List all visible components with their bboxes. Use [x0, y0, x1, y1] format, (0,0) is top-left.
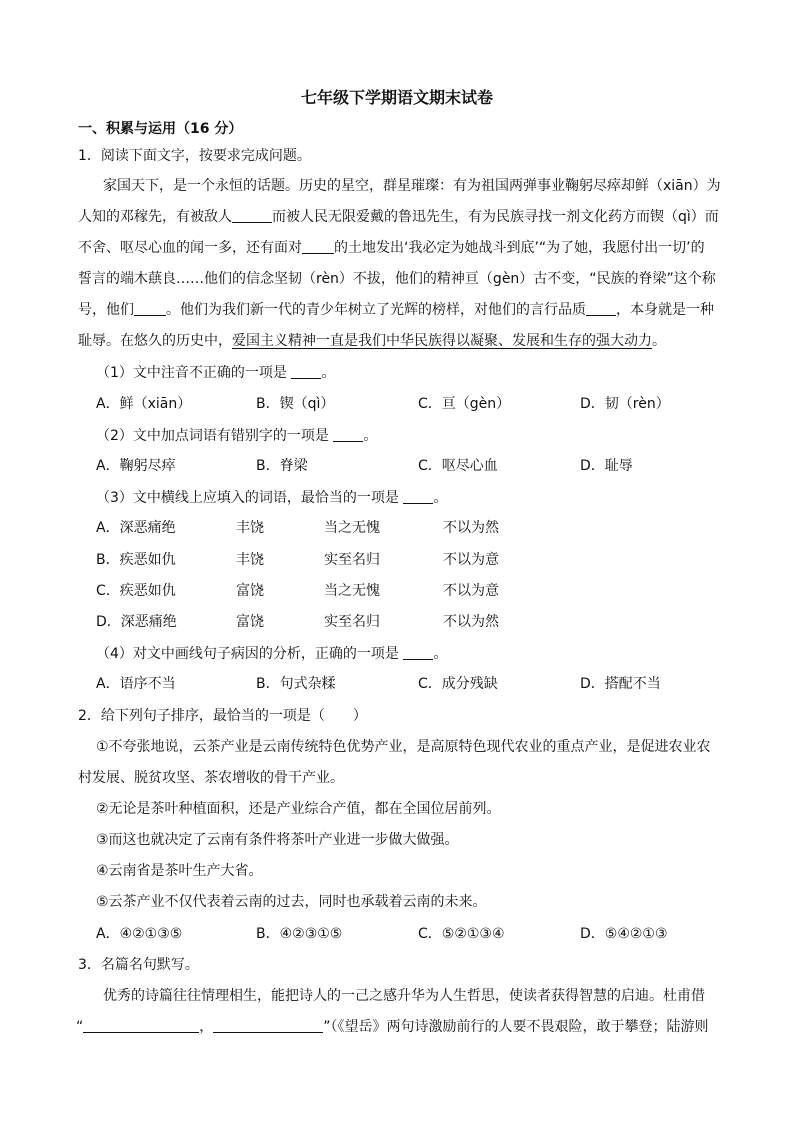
option-word-2: 富饶: [236, 614, 264, 630]
answer-blank-2[interactable]: [333, 427, 363, 442]
sentence-1-line-2: 村发展、脱贫攻坚、茶农增收的骨干产业。: [78, 770, 344, 786]
option-d[interactable]: D．韧（rèn）: [580, 396, 670, 412]
option-b[interactable]: B．句式杂糅: [256, 676, 336, 692]
option-b[interactable]: B．④②③①⑤: [256, 926, 343, 942]
option-b[interactable]: B．锲（qì）: [256, 396, 335, 412]
answer-blank-3[interactable]: [403, 489, 433, 504]
option-d[interactable]: D．搭配不当: [580, 676, 661, 692]
passage-line-3: 不舍、呕尽心血的闻一多，还有面对 的土地发出‘我必定为她战斗到底’“为了她，我愿付出一切’的: [78, 240, 705, 256]
option-word-2: 丰饶: [236, 520, 264, 536]
option-c[interactable]: C．呕尽心血: [418, 458, 498, 474]
sentence-4: ④云南省是茶叶生产大省。: [96, 863, 263, 879]
fill-blank-1[interactable]: [232, 208, 272, 223]
option-word-3: 当之无愧: [324, 520, 380, 536]
answer-blank-4[interactable]: [403, 645, 433, 660]
option-word-1: B．疾恶如仇: [96, 552, 176, 568]
option-word-4: 不以为意: [443, 552, 499, 568]
subquestion-3: （3）文中横线上应填入的词语，最恰当的一项是 。: [96, 490, 448, 506]
passage-line-5: 号，他们 。他们为我们新一代的青少年树立了光辉的榜样，对他们的言行品质 ，本身就是一种: [78, 302, 714, 318]
underlined-sentence: 爱国主义精神一直是我们中华民族得以凝聚、发展和生存的强大动力: [232, 333, 652, 349]
poem-blank-2[interactable]: [213, 1018, 323, 1033]
subquestion-4: （4）对文中画线句子病因的分析，正确的一项是 。: [96, 646, 448, 662]
option-word-4: 不以为意: [443, 583, 499, 599]
answer-blank-1[interactable]: [291, 364, 321, 379]
fill-blank-2[interactable]: [302, 239, 334, 254]
sentence-2: ②无论是茶叶种植面积，还是产业综合产值，都在全国位居前列。: [96, 801, 501, 817]
option-word-3: 实至名归: [324, 614, 380, 630]
option-a[interactable]: A．语序不当: [96, 676, 176, 692]
passage-line-2: 人知的邓稼先，有被敌人 而被人民无限爱戴的鲁迅先生，有为民族寻找一剂文化药方而锲（qì）而: [78, 209, 719, 225]
option-a[interactable]: A．鞠躬尽瘁: [96, 458, 176, 474]
sentence-5: ⑤云茶产业不仅代表着云南的过去，同时也承载着云南的未来。: [96, 894, 487, 910]
option-a[interactable]: A．鲜（xiān）: [96, 396, 192, 412]
question-2-prompt: 2．给下列句子排序，最恰当的一项是（ ）: [78, 708, 367, 724]
option-word-2: 富饶: [236, 583, 264, 599]
q3-passage-line-1: 优秀的诗篇往往情理相生，能把诗人的一己之感升华为人生哲思，使读者获得智慧的启迪。杜甫借: [103, 988, 705, 1004]
q3-passage-line-2: “ ， ”（《望岳》两句诗激励前行的人要不畏艰险，敢于攀登；陆游则: [76, 1019, 709, 1035]
subquestion-2: （2）文中加点词语有错别字的一项是 。: [96, 428, 378, 444]
section-heading: 一、积累与运用（16 分）: [78, 121, 243, 137]
fill-blank-3[interactable]: [134, 301, 166, 316]
option-c[interactable]: C．⑤②①③④: [418, 926, 505, 942]
option-c[interactable]: C．亘（gèn）: [418, 396, 511, 412]
passage-line-6: 耻辱。在悠久的历史中，爱国主义精神一直是我们中华民族得以凝聚、发展和生存的强大动力。: [78, 333, 666, 349]
option-b[interactable]: B．脊梁: [256, 458, 308, 474]
question-1-prompt: 1．阅读下面文字，按要求完成问题。: [78, 148, 311, 164]
option-word-4: 不以为然: [443, 614, 499, 630]
option-a[interactable]: A．④②①③⑤: [96, 926, 183, 942]
option-c[interactable]: C．成分残缺: [418, 676, 498, 692]
sentence-1-line-1: ①不夸张地说，云茶产业是云南传统特色优势产业，是高原特色现代农业的重点产业，是促进农业农: [96, 739, 711, 755]
option-word-2: 丰饶: [236, 552, 264, 568]
poem-blank-1[interactable]: [83, 1018, 199, 1033]
question-3-prompt: 3．名篇名句默写。: [78, 957, 199, 973]
option-word-3: 当之无愧: [324, 583, 380, 599]
option-word-1: A．深恶痛绝: [96, 520, 176, 536]
fill-blank-4[interactable]: [586, 301, 616, 316]
option-word-4: 不以为然: [443, 520, 499, 536]
option-d[interactable]: D．⑤④②①③: [580, 926, 668, 942]
passage-line-4: 誓言的端木蕻良……他们的信念坚韧（rèn）不拔，他们的精神亘（gèn）古不变，“民族的脊梁”这个称: [78, 271, 716, 287]
option-word-1: D．深恶痛绝: [96, 614, 177, 630]
option-word-1: C．疾恶如仇: [96, 583, 176, 599]
option-d[interactable]: D．耻辱: [580, 458, 633, 474]
passage-line-1: 家国天下，是一个永恒的话题。历史的星空，群星璀璨：有为祖国两弹事业鞠躬尽瘁却鲜（xiān）为: [103, 178, 721, 194]
page-title: 七年级下学期语文期末试卷: [300, 88, 493, 107]
option-word-3: 实至名归: [324, 552, 380, 568]
subquestion-1: （1）文中注音不正确的一项是 。: [96, 365, 336, 381]
sentence-3: ③而这也就决定了云南有条件将茶叶产业进一步做大做强。: [96, 832, 459, 848]
